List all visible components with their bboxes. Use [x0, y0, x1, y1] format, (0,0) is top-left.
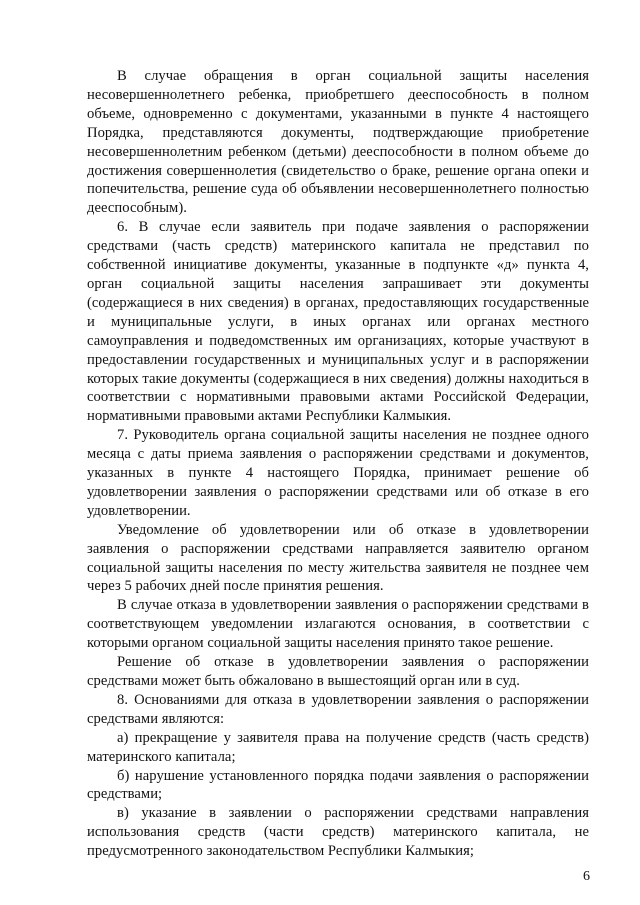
paragraph-item-8: 8. Основаниями для отказа в удовлетворении заявления о распоряжении средствами являются: [87, 691, 589, 727]
document-body [87, 67, 589, 861]
list-item-b: б) нарушение установленного порядка подачи заявления о распоряжении средствами; [87, 767, 589, 803]
paragraph-notification: Уведомление об удовлетворении или об отказе в удовлетворении заявления о распоряжении средствами направляется заявителю органом социальной защиты населения по месту жительства заявителя не позднее чем через 5 рабочих дней после принятия решения. [87, 521, 589, 595]
paragraph-applicant-minor-capacity: В случае обращения в орган социальной защиты населения несовершеннолетнего ребенка, приобретшего дееспособность в полном объеме, одновременно с документами, указанными в пункте 4 настоящего Порядка, представляются документы, подтверждающие приобретение несовершеннолетним ребенком (детьми) дееспособности в полном объеме до достижения совершеннолетия (свидетельство о браке, решение органа опеки и попечительства, решение суда об объявлении несовершеннолетнего полностью дееспособным). [87, 68, 589, 217]
paragraph-appeal: Решение об отказе в удовлетворении заявления о распоряжении средствами может быть обжаловано в вышестоящий орган или в суд. [87, 654, 589, 689]
paragraph-item-7: 7. Руководитель органа социальной защиты населения не позднее одного месяца с даты приема заявления о распоряжении средствами и документов, указанных в пункте 4 настоящего Порядка, принимает решение об удовлетворении заявления о распоряжении средствами или об отказе в его удовлетворении. [87, 427, 589, 519]
list-item-v: в) указание в заявлении о распоряжении средствами направления использования средств (части средств) материнского капитала, не предусмотренного законодательством Республики Калмыкия; [87, 805, 589, 860]
paragraph-item-6: 6. В случае если заявитель при подаче заявления о распоряжении средствами (часть средств) материнского капитала не представил по собственной инициативе документы, указанные в подпункте «д» пункта 4, орган социальной защиты населения запрашивает эти документы (содержащиеся в них сведения) в органах, предоставляющих государственные и муниципальные услуги, в иных органах или органах местного самоуправления и подведомственных им организациях, которые участвуют в предоставлении государственных и муниципальных услуг и в распоряжении которых такие документы (содержащиеся в них сведения) должны находиться в соответствии с нормативными правовыми актами Российской Федерации, нормативными правовыми актами Республики Калмыкия. [87, 219, 589, 425]
list-item-a: а) прекращение у заявителя права на получение средств (часть средств) материнского капитала; [87, 729, 589, 765]
page-number: 6 [583, 869, 590, 884]
paragraph-refusal-grounds-notice: В случае отказа в удовлетворении заявления о распоряжении средствами в соответствующем уведомлении излагаются основания, в соответствии с которыми органом социальной защиты населения принято такое решение. [87, 597, 589, 652]
